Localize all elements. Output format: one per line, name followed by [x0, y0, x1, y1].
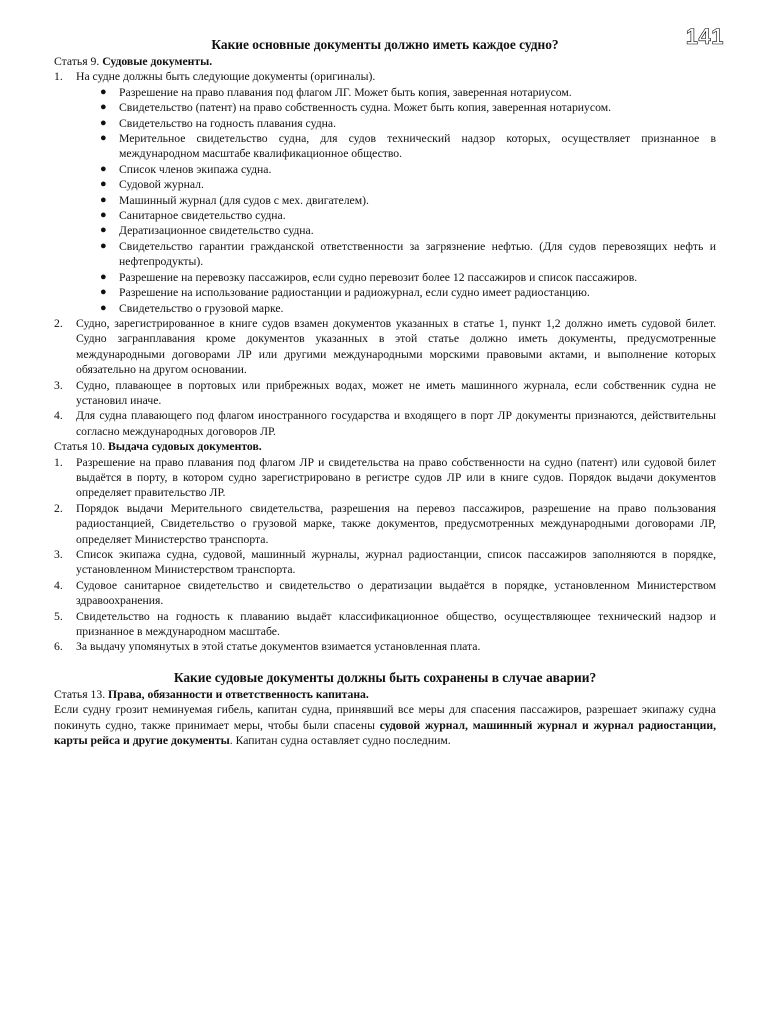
- bullet-text: Свидетельство гарантии гражданской ответственности за загрязнение нефтью. (Для судов перевозящих нефть и нефтепродукты).: [119, 239, 716, 269]
- document-bullet: [76, 85, 716, 100]
- bullet-text: Разрешение на право плавания под флагом ЛГ. Может быть копия, заверенная нотариусом.: [119, 85, 572, 99]
- article9-name: Судовые документы.: [102, 55, 213, 68]
- section2-title: Какие судовые документы должны быть сохранены в случае аварии?: [173, 669, 597, 685]
- document-bullet: [76, 131, 716, 162]
- article9-heading: [54, 54, 716, 69]
- document-bullet: [76, 301, 716, 316]
- bullet-text: Список членов экипажа судна.: [119, 162, 272, 176]
- item-text: Разрешение на право плавания под флагом ЛР и свидетельства на право собственности на судно (патент) или судовой билет выдаётся в порту, в котором судно зарегистрировано в регистре судов ЛР или в книге судов. Порядок выдачи документов определяет правительство ЛР.: [76, 455, 716, 500]
- bullet-icon: ●: [100, 193, 107, 206]
- item-number: 5.: [54, 609, 63, 623]
- captain-paragraph: [54, 702, 716, 748]
- item-text: Судовое санитарное свидетельство и свидетельство о дератизации выдаётся в порядке, установленном Министерством здравоохранения.: [76, 578, 716, 608]
- bullet-icon: ●: [100, 85, 107, 98]
- item-text: Список экипажа судна, судовой, машинный журналы, журнал радиостанции, список пассажиров заполняются в порядке, установленном Министерством транспорта.: [76, 548, 716, 577]
- item-number: 1.: [54, 70, 63, 84]
- bullet-icon: ●: [100, 239, 107, 252]
- bullet-text: Дератизационное свидетельство судна.: [119, 224, 314, 238]
- list-item: [54, 378, 716, 409]
- bullet-icon: ●: [100, 209, 107, 222]
- bullet-text: Свидетельство на годность плавания судна.: [119, 116, 336, 130]
- item-number: 2.: [54, 501, 63, 515]
- document-bullet: [76, 223, 716, 238]
- bullet-text: Судовой журнал.: [119, 178, 204, 192]
- para-bold-documents: судовой журнал, машинный журнал и журнал радиостанции, карты рейса и другие документы: [54, 718, 716, 748]
- list-item: [54, 609, 716, 640]
- article10-list: [54, 455, 716, 655]
- article10-prefix: Статья 10.: [54, 440, 109, 454]
- bullet-icon: ●: [100, 286, 107, 299]
- item-text: Порядок выдачи Мерительного свидетельства, разрешения на перевоз пассажиров, разрешение на право пользования радиостанцией, Свидетельство о грузовой марке, также документов, предусмотренных международными договорами ЛР, определяет Министерство транспорта.: [76, 501, 716, 546]
- item-number: 1.: [54, 455, 63, 469]
- section1-title: Какие основные документы должно иметь каждое судно?: [211, 37, 559, 52]
- para-end: . Капитан судна оставляет судно последним.: [229, 734, 451, 748]
- bullet-text: Свидетельство о грузовой марке.: [119, 301, 284, 315]
- article9-prefix: Статья 9.: [54, 55, 103, 68]
- item-text: Судно, плавающее в портовых или прибрежных водах, может не иметь машинного журнала, если собственник судна не установил иначе.: [76, 378, 716, 407]
- document-page: [54, 36, 716, 748]
- document-bullet: [76, 270, 716, 285]
- document-bullet: [76, 100, 716, 115]
- item-text: На судне должны быть следующие документы (оригиналы).: [76, 70, 376, 84]
- bullet-icon: ●: [100, 162, 107, 175]
- item-text: Свидетельство на годность к плаванию выдаёт классификационное общество, осуществляющее технический надзор и признанное в международном масштабе.: [76, 609, 716, 639]
- bullet-icon: ●: [100, 101, 107, 114]
- list-item: [54, 455, 716, 501]
- bullet-text: Санитарное свидетельство судна.: [119, 209, 286, 223]
- list-item: [54, 69, 716, 316]
- item-text: Судно, зарегистрированное в книге судов взамен документов указанных в статье 1, пункт 1,2 должно иметь судовой билет. Судно загранплавания кроме документов указанных в этой статье должно иметь документы, предусмотренные международными договорами ЛР или другими международными морскими правовыми актами, и выполнение которых обязательно на другом основании.: [76, 316, 716, 377]
- list-item: [54, 578, 716, 609]
- document-bullet: [76, 239, 716, 270]
- list-item: [54, 547, 716, 578]
- list-item: [54, 316, 716, 378]
- bullet-text: Разрешение на перевозку пассажиров, если судно перевозит более 12 пассажиров и список пассажиров.: [119, 270, 638, 284]
- document-bullet: [76, 208, 716, 223]
- bullet-text: Машинный журнал (для судов с мех. двигателем).: [119, 193, 369, 207]
- item-number: 3.: [54, 548, 63, 561]
- article13-heading: [54, 687, 716, 702]
- item-number: 4.: [54, 578, 63, 592]
- bullet-text: Свидетельство (патент) на право собственность судна. Может быть копия, заверенная нотариусом.: [119, 101, 612, 115]
- bullet-icon: ●: [100, 116, 107, 129]
- document-bullet: [76, 162, 716, 177]
- list-item: [54, 639, 716, 654]
- para-start: Если судну грозит неминуемая гибель, капитан судна, принявший все меры для спасения пассажиров, разрешает экипажу судна покинуть судно, также принимает меры, чтобы были спасены: [54, 703, 716, 732]
- item-number: 3.: [54, 378, 63, 392]
- item-text: За выдачу упомянутых в этой статье документов взимается установленная плата.: [76, 640, 481, 654]
- bullet-icon: ●: [100, 178, 107, 191]
- article10-name: Выдача судовых документов.: [108, 440, 262, 454]
- list-item: [54, 501, 716, 547]
- bullet-icon: ●: [100, 224, 107, 237]
- list-item: [54, 408, 716, 439]
- item-number: 6.: [54, 640, 63, 654]
- bullet-icon: ●: [100, 270, 107, 283]
- page-number: 141: [685, 24, 724, 49]
- document-bullet: [76, 285, 716, 300]
- bullet-icon: ●: [100, 132, 107, 145]
- bullet-text: Мерительное свидетельство судна, для судов технический надзор которых, осуществляет признанное в международном масштабе квалификационное общество.: [119, 132, 716, 161]
- item-number: 2.: [54, 316, 63, 330]
- document-bullet: [76, 193, 716, 208]
- bullet-text: Разрешение на использование радиостанции и радиожурнал, если судно имеет радиостанцию.: [119, 286, 590, 300]
- bullet-icon: ●: [100, 301, 107, 314]
- item-text: Для судна плавающего под флагом иностранного государства и входящего в порт ЛР документы признаются, действительны согласно международных договоров ЛР.: [76, 409, 716, 438]
- required-documents-list: [76, 85, 716, 316]
- document-bullet: [76, 177, 716, 192]
- document-bullet: [76, 116, 716, 131]
- article9-list: [54, 69, 716, 439]
- article13-name: Права, обязанности и ответственность капитана.: [108, 687, 369, 701]
- article13-prefix: Статья 13.: [54, 687, 109, 701]
- article10-heading: [54, 439, 716, 454]
- item-number: 4.: [54, 409, 63, 423]
